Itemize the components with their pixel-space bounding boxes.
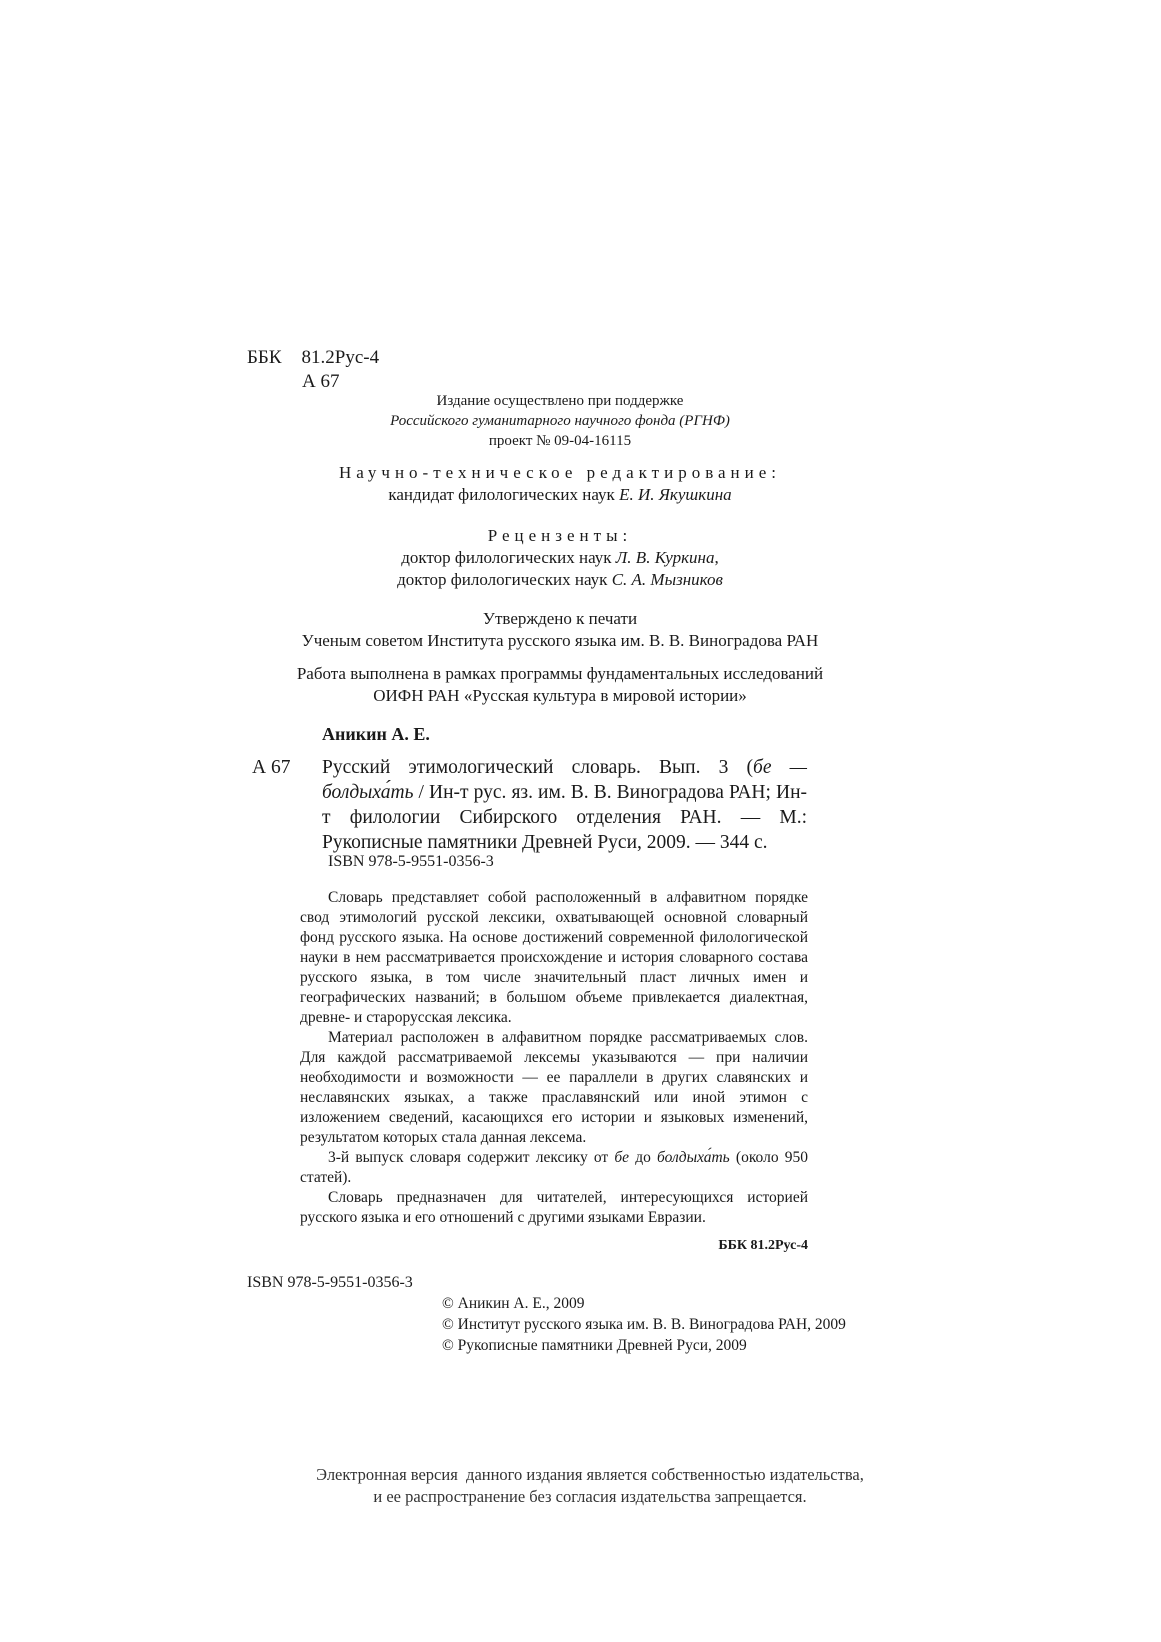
copyright-author: © Аникин А. Е., 2009 <box>442 1295 585 1312</box>
support-fund: Российского гуманитарного научного фонда (РГНФ) <box>390 413 730 429</box>
bbk-block <box>247 346 447 394</box>
tech-editor-role: кандидат филологических наук <box>388 485 615 504</box>
support-block <box>300 391 820 451</box>
annotation <box>300 888 808 1256</box>
annotation-p1: Словарь представляет собой расположенный в алфавитном порядке свод этимологий русской лексики, охватывающей основной словарный фонд русского языка. На основе достижений современной филологической науки в нем рассматривается происхождение и история словарного состава русского языка, в том числе значительный пласт личных имен и географических названий; в большом объеме привлекается диалектная, древне- и старорусская лексика. <box>300 889 808 1026</box>
program-line-1: Работа выполнена в рамках программы фундаментальных исследований <box>296 664 824 683</box>
author-mark: А 67 <box>302 371 340 392</box>
program-line-2: ОИФН РАН «Русская культура в мировой истории» <box>373 686 747 705</box>
reviewers-heading: Рецензенты: <box>487 526 633 545</box>
approval-line-2: Ученым советом Института русского языка им. В. В. Виноградова РАН <box>301 631 819 650</box>
annotation-p2: Материал расположен в алфавитном порядке рассматриваемых слов. Для каждой рассматриваемой лексемы указываются — при наличии необходимости и возможности — ее параллели в других славянских и неславянских языках, а также праславянский или иной этимон с изложением сведений, касающихся его истории и языковых изменений, результатом которых стала данная лексема. <box>300 1029 808 1146</box>
copyright-publisher: © Рукописные памятники Древней Руси, 2009 <box>442 1337 747 1354</box>
annotation-p3: 3-й выпуск словаря содержит лексику от бе до болдыха́ть (около 950 статей). <box>300 1149 808 1186</box>
author-heading: Аникин А. Е. <box>322 724 430 744</box>
annotation-bbk: ББК 81.2Рус-4 <box>718 1238 808 1253</box>
electronic-notice <box>230 1464 950 1508</box>
copyright-institute: © Институт русского языка им. В. В. Виноградова РАН, 2009 <box>442 1316 846 1333</box>
approval-block <box>250 608 870 652</box>
notice-line-2: и ее распространение без согласия издательства запрещается. <box>373 1487 807 1506</box>
reviewer-1: доктор филологических наук Л. В. Куркина, <box>401 548 719 567</box>
support-project: проект № 09-04-16115 <box>488 433 632 449</box>
annotation-p4: Словарь предназначен для читателей, интересующихся историей русского языка и его отношений с другими языками Евразии. <box>300 1189 808 1226</box>
support-line-1: Издание осуществлено при поддержке <box>436 393 684 409</box>
bib-description: Русский этимологический словарь. Вып. 3 (бе — болдыха́ть / Ин-т рус. яз. им. В. В. Виноградова РАН; Ин-т филологии Сибирского отделения РАН. — М.: Рукописные памятники Древней Руси, 2009. — 344 с. <box>322 757 807 853</box>
approval-line-1: Утверждено к печати <box>482 609 638 628</box>
bbk-code: 81.2Рус-4 <box>301 347 380 368</box>
notice-line-1: Электронная версия данного издания является собственностью издательства, <box>316 1465 864 1484</box>
tech-editor-name: Е. И. Якушкина <box>619 485 732 504</box>
bbk-label: ББК <box>247 347 282 368</box>
copyright-block <box>442 1293 846 1356</box>
reviewer-2: доктор филологических наук С. А. Мызников <box>397 570 723 589</box>
program-block <box>240 663 880 707</box>
reviewers-block <box>280 525 840 591</box>
bib-isbn: ISBN 978-5-9551-0356-3 <box>328 853 494 870</box>
isbn-main: ISBN 978-5-9551-0356-3 <box>247 1274 413 1291</box>
tech-editing-heading: Научно-техническое редактирование: <box>338 463 782 482</box>
bib-mark: А 67 <box>252 757 291 778</box>
tech-editing-block <box>280 462 840 506</box>
